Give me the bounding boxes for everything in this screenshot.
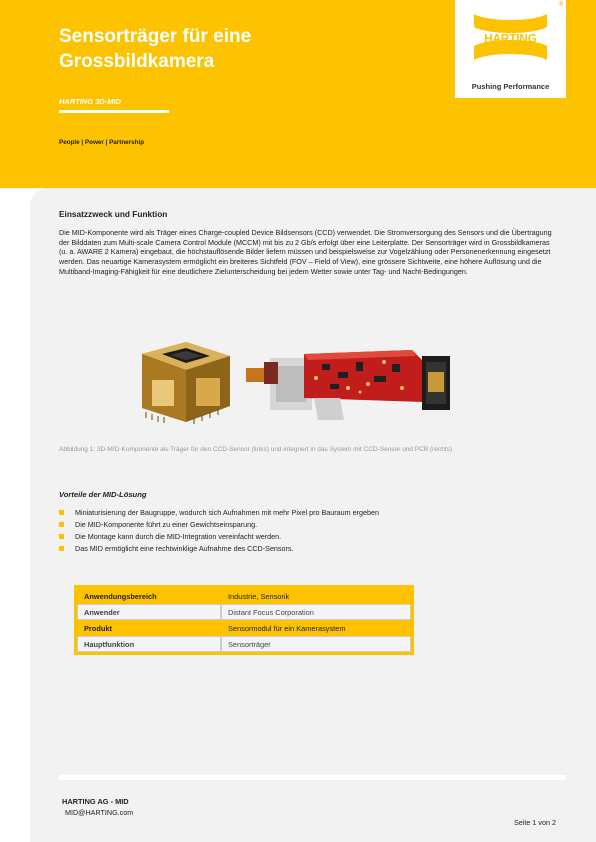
info-table: [74, 585, 414, 655]
logo-wordmark: HARTING: [484, 33, 537, 46]
logo-slogan: Pushing Performance: [471, 82, 550, 91]
footer-email-link[interactable]: MID@HARTING.com: [65, 808, 134, 817]
subtitle: HARTING 3D-MID: [59, 97, 121, 106]
tagline: People | Power | Partnership: [59, 139, 145, 146]
footer-divider: [59, 775, 566, 780]
table-value: Sensorträger: [221, 636, 411, 652]
bullet-square-icon: [59, 522, 64, 527]
table-key: Hauptfunktion: [77, 636, 221, 652]
figure-caption: [59, 445, 563, 455]
list-item-text: Miniaturisierung der Baugruppe, wodurch sich Aufnahmen mit mehr Pixel pro Bauraum ergeben: [75, 508, 380, 517]
table-value: Distant Focus Corporation: [221, 604, 411, 620]
registered-mark: ®: [558, 2, 563, 8]
table-row: [77, 604, 411, 620]
list-item: [59, 531, 559, 543]
table-row: [77, 588, 411, 604]
list-item-text: Die Montage kann durch die MID-Integration vereinfacht werden.: [75, 532, 282, 541]
section-heading: Einsatzzweck und Funktion: [59, 209, 168, 219]
footer-company: HARTING AG - MID: [62, 797, 129, 806]
table-value: Sensormodul für ein Kamerasystem: [221, 620, 411, 636]
product-photo: [134, 332, 464, 428]
list-item-text: Das MID ermöglicht eine rechtwinklige Aufnahme des CCD-Sensors.: [75, 544, 294, 553]
page-title: [59, 24, 251, 74]
table-row: [77, 620, 411, 636]
harting-logo: [455, 0, 566, 98]
table-key: Anwendungsbereich: [77, 588, 221, 604]
body-paragraph: Die MID-Komponente wird als Träger eines Charge-coupled Device Bildsensors (CCD) verwendet. Die Stromversorgung des Sensors und die Übertragung der Bilddaten zum Multi-scale Camera Control Module (MCCM) mit bis zu 2 Gb/s erfolgt über eine Leiterplatte. Der Sensorträger wird in Grossbildkameras (u. a. AWARE 2 Kamera) eingebaut, die höchstauflösende Bilder liefern müssen und beispielsweise zur Vogelzählung oder Personenerkennung eingesetzt werden. Das neuartige Kamerasystem ermöglicht ein breiteres Sichtfeld (FOV – Field of View), eine grössere Sichtweite, eine höhere Auflösung und die Multiband-Imaging-Fähigkeit für eine deutlichere Zielunterscheidung bei jedem Wetter sowie unter Tag- und Nacht-Bedingungen.: [59, 228, 552, 276]
title-underline: [59, 110, 169, 113]
header-band: [0, 0, 596, 188]
list-item: [59, 543, 559, 555]
title-line-1: Sensorträger für eine: [59, 26, 252, 47]
table-value: Industrie, Sensorik: [221, 588, 411, 604]
bullet-square-icon: [59, 534, 64, 539]
bullet-square-icon: [59, 546, 64, 551]
list-item: [59, 507, 559, 519]
list-item: [59, 519, 559, 531]
harting-logo-icon: [468, 10, 553, 64]
title-line-2: Grossbildkamera: [59, 51, 215, 72]
module-assembly-image: [246, 350, 450, 420]
table-key: Produkt: [77, 620, 221, 636]
bullet-square-icon: [59, 510, 64, 515]
advantages-heading: Vorteile der MID-Lösung: [59, 490, 147, 499]
table-row: [77, 636, 411, 652]
advantages-list: [59, 507, 559, 555]
page-number: Seite 1 von 2: [514, 818, 556, 827]
list-item-text: Die MID-Komponente führt zu einer Gewichtseinsparung.: [75, 520, 258, 529]
figure-caption-text: Abbildung 1: 3D-MID-Komponente als Träger für den CCD-Sensor (links) und integriert in das System mit CCD-Sensor und PCB (rechts): [59, 446, 453, 453]
table-key: Anwender: [77, 604, 221, 620]
mid-carrier-image: [142, 342, 230, 424]
